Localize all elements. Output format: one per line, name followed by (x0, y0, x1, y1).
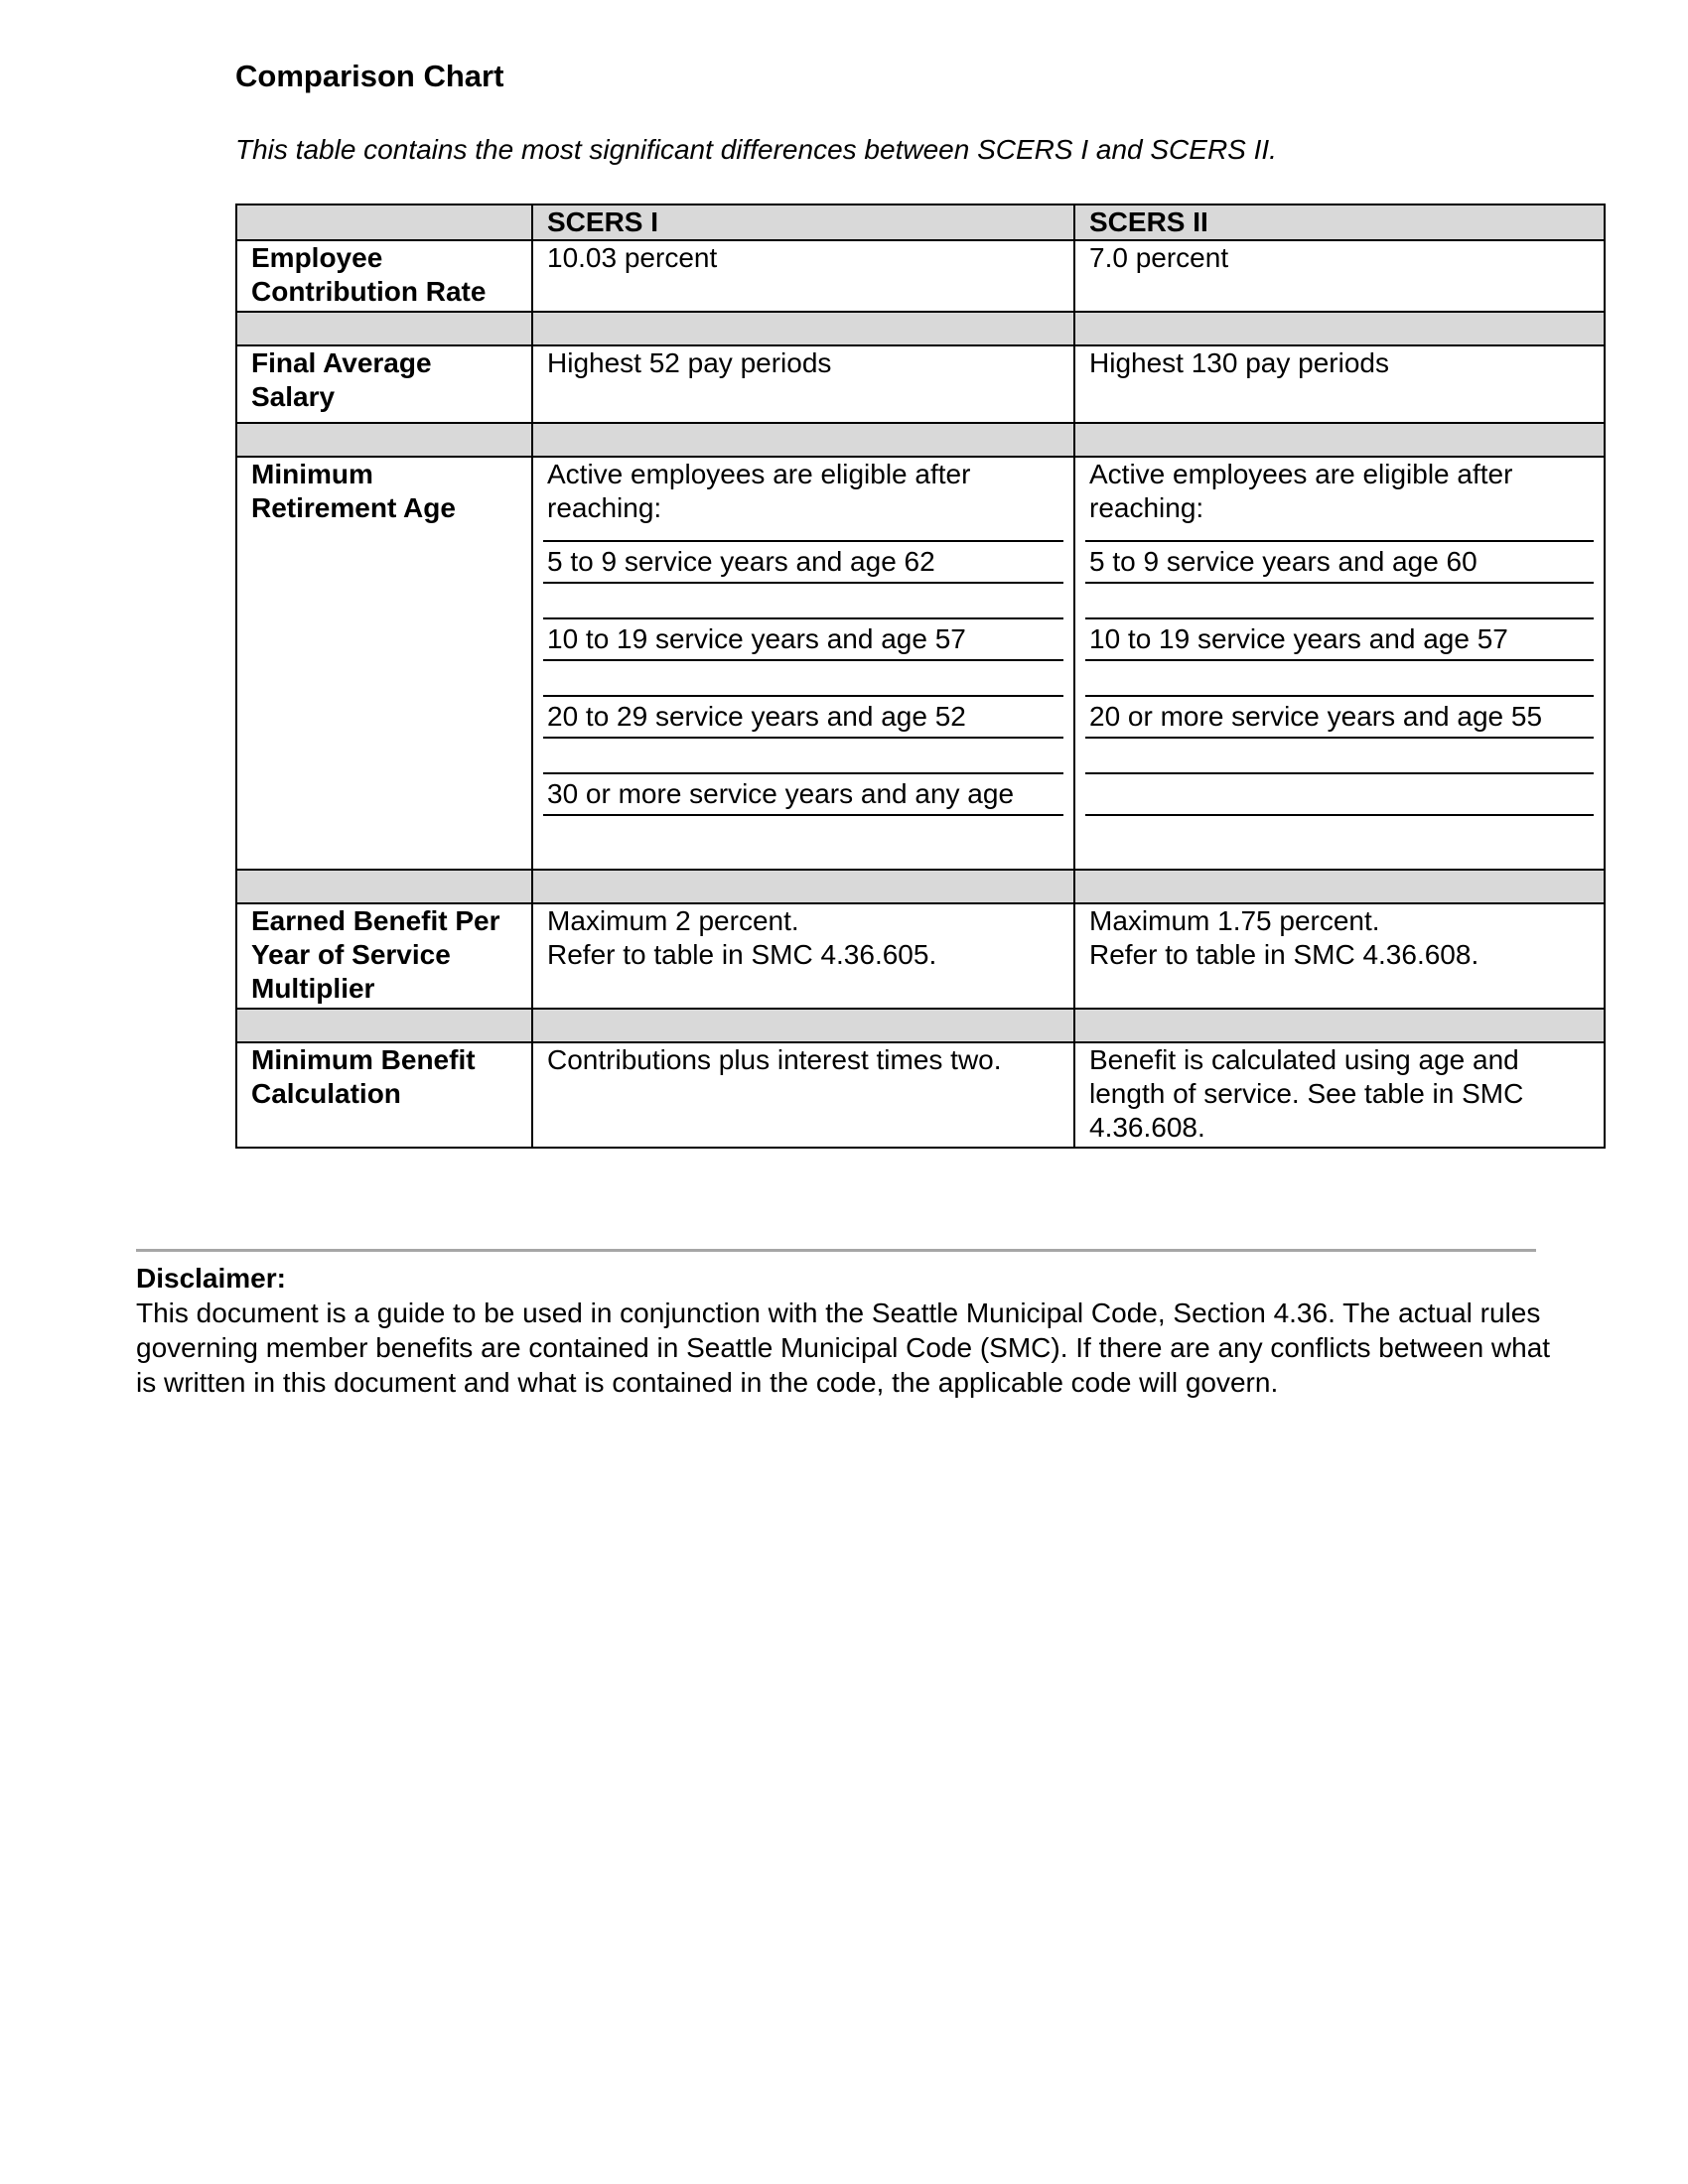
multiplier-text: Maximum 2 percent. (547, 905, 799, 936)
table-header-row (236, 205, 1605, 240)
disclaimer-title: Disclaimer: (136, 1263, 286, 1294)
table-row-final-average-salary (236, 345, 1605, 423)
cell-scers2 (1074, 457, 1605, 870)
row-label: Earned Benefit Per Year of Service Multiplier (236, 903, 532, 1009)
row-label: Final Average Salary (236, 345, 532, 423)
intro-text: This table contains the most significant differences between SCERS I and SCERS II. (235, 134, 1277, 165)
rule-divider (1085, 739, 1594, 774)
eligibility-rule: 20 or more service years and age 55 (1085, 697, 1594, 739)
header-cell-blank (236, 205, 532, 240)
eligibility-rule: 10 to 19 service years and age 57 (1085, 619, 1594, 661)
header-cell-scers2: SCERS II (1074, 205, 1605, 240)
eligibility-rule: 30 or more service years and any age (543, 774, 1063, 816)
cell-scers1 (532, 457, 1074, 870)
page-title: Comparison Chart (235, 59, 504, 93)
eligibility-rule-list (1085, 540, 1594, 816)
cell-scers2: Highest 130 pay periods (1074, 345, 1605, 423)
cell-scers1: Contributions plus interest times two. (532, 1042, 1074, 1148)
separator-row (236, 870, 1605, 903)
rule-divider (543, 661, 1063, 697)
rule-divider (1085, 661, 1594, 697)
eligibility-rule: 10 to 19 service years and age 57 (543, 619, 1063, 661)
eligibility-intro: Active employees are eligible after reaching: (547, 459, 971, 523)
cell-scers1: Highest 52 pay periods (532, 345, 1074, 423)
separator-row (236, 1009, 1605, 1042)
cell-scers2 (1074, 903, 1605, 1009)
eligibility-rule: 5 to 9 service years and age 60 (1085, 542, 1594, 584)
eligibility-rule: 5 to 9 service years and age 62 (543, 542, 1063, 584)
eligibility-rule-list (543, 540, 1063, 816)
table-row-contribution-rate (236, 240, 1605, 312)
separator-row (236, 312, 1605, 345)
reference-text: Refer to table in SMC 4.36.608. (1089, 939, 1479, 970)
cell-scers1: 10.03 percent (532, 240, 1074, 312)
row-label: Employee Contribution Rate (236, 240, 532, 312)
table-row-earned-benefit (236, 903, 1605, 1009)
eligibility-intro: Active employees are eligible after reaching: (1089, 459, 1513, 523)
comparison-table (235, 204, 1606, 1149)
cell-scers2: Benefit is calculated using age and length of service. See table in SMC 4.36.608. (1074, 1042, 1605, 1148)
disclaimer-text: This document is a guide to be used in conjunction with the Seattle Municipal Code, Section 4.36. The actual rules governing member benefits are contained in Seattle Municipal Code (SMC). If there are any conflicts between what is written in this document and what is contained in the code, the applicable code will govern. (136, 1297, 1551, 1398)
reference-text: Refer to table in SMC 4.36.605. (547, 939, 937, 970)
horizontal-rule (136, 1249, 1536, 1252)
table-row-minimum-retirement-age (236, 457, 1605, 870)
rule-divider (543, 584, 1063, 619)
multiplier-text: Maximum 1.75 percent. (1089, 905, 1380, 936)
row-label: Minimum Benefit Calculation (236, 1042, 532, 1148)
eligibility-rule: 20 to 29 service years and age 52 (543, 697, 1063, 739)
eligibility-rule-empty (1085, 774, 1594, 816)
separator-row (236, 423, 1605, 457)
rule-divider (543, 739, 1063, 774)
row-label: Minimum Retirement Age (236, 457, 532, 870)
table-row-minimum-benefit (236, 1042, 1605, 1148)
header-cell-scers1: SCERS I (532, 205, 1074, 240)
rule-divider (1085, 584, 1594, 619)
cell-scers2: 7.0 percent (1074, 240, 1605, 312)
cell-scers1 (532, 903, 1074, 1009)
